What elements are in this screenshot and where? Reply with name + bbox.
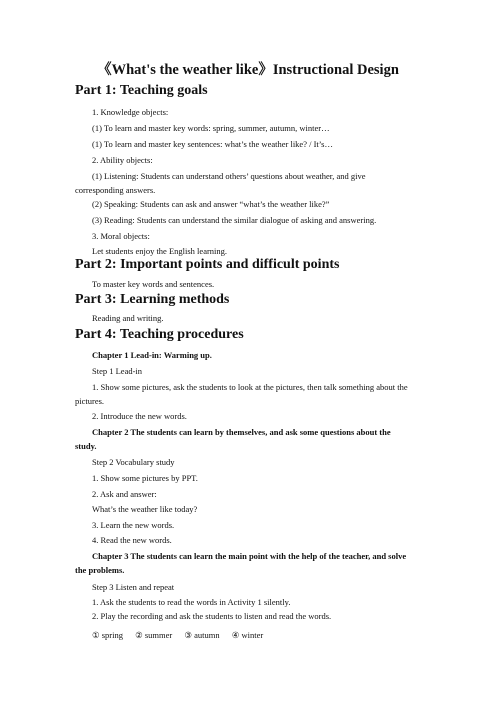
- procedure-line: 1. Ask the students to read the words in Activity 1 silently.: [92, 597, 291, 607]
- part2-heading: Part 2: Important points and difficult points: [75, 257, 340, 272]
- procedure-line: What’s the weather like today?: [92, 504, 198, 514]
- part1-heading: Part 1: Teaching goals: [75, 83, 208, 98]
- chapter-heading: the problems.: [75, 565, 125, 575]
- part2-line: To master key words and sentences.: [92, 279, 215, 289]
- part4-heading: Part 4: Teaching procedures: [75, 327, 244, 342]
- part3-line: Reading and writing.: [92, 313, 164, 323]
- part1-line: (1) To learn and master key sentences: what’s the weather like? / It’s…: [92, 139, 333, 149]
- step-line: Step 2 Vocabulary study: [92, 457, 175, 467]
- part1-line: corresponding answers.: [75, 185, 156, 195]
- part3-heading: Part 3: Learning methods: [75, 292, 230, 307]
- procedure-line: pictures.: [75, 396, 105, 406]
- step-line: Step 1 Lead-in: [92, 366, 143, 376]
- procedure-line: 4. Read the new words.: [92, 535, 172, 545]
- procedure-line: 2. Introduce the new words.: [92, 411, 187, 421]
- part1-line: (1) Listening: Students can understand others’ questions about weather, and give: [92, 171, 366, 181]
- chapter-heading: Chapter 1 Lead-in: Warming up.: [92, 350, 212, 360]
- part1-line: (3) Reading: Students can understand the similar dialogue of asking and answering.: [92, 215, 377, 225]
- option-spring: ① spring: [92, 630, 123, 640]
- chapter-heading: Chapter 3 The students can learn the main point with the help of the teacher, and solve: [92, 551, 407, 561]
- part1-line: 3. Moral objects:: [92, 231, 150, 241]
- procedure-line: 2. Ask and answer:: [92, 489, 157, 499]
- chapter-heading: Chapter 2 The students can learn by themselves, and ask some questions about the: [92, 427, 391, 437]
- document-title: 《What's the weather like》Instructional Design: [97, 62, 399, 78]
- procedure-line: 2. Play the recording and ask the students to listen and read the words.: [92, 611, 332, 621]
- part1-line: Let students enjoy the English learning.: [92, 246, 228, 256]
- option-summer: ② summer: [135, 630, 173, 640]
- procedure-line: 1. Show some pictures by PPT.: [92, 473, 198, 483]
- part1-line: 1. Knowledge objects:: [92, 107, 169, 117]
- step-line: Step 3 Listen and repeat: [92, 582, 175, 592]
- part1-line: (1) To learn and master key words: spring, summer, autumn, winter…: [92, 123, 330, 133]
- part1-line: 2. Ability objects:: [92, 155, 153, 165]
- part1-line: (2) Speaking: Students can ask and answer “what’s the weather like?”: [92, 199, 330, 209]
- procedure-line: 1. Show some pictures, ask the students to look at the pictures, then talk something about the: [92, 382, 408, 392]
- procedure-line: 3. Learn the new words.: [92, 520, 175, 530]
- chapter-heading: study.: [75, 441, 97, 451]
- season-options: [92, 629, 273, 641]
- option-autumn: ③ autumn: [184, 630, 220, 640]
- option-winter: ④ winter: [231, 630, 264, 640]
